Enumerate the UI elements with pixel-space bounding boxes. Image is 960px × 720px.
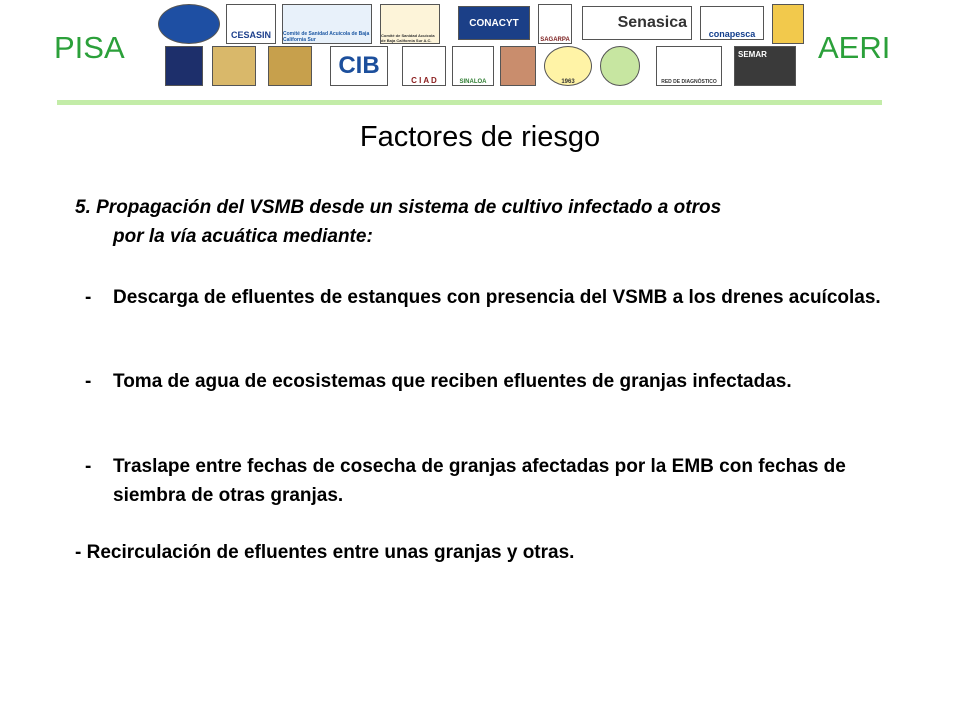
guerrero-crest-logo: [268, 46, 312, 86]
bullet-item: [75, 283, 905, 312]
unam-logo: [165, 46, 203, 86]
intro-line-2: por la vía acuática mediante:: [113, 226, 373, 247]
slide-title: Factores de riesgo: [359, 121, 601, 153]
cesasin-logo: CESASIN: [226, 4, 276, 44]
conapesca-logo: conapesca: [700, 6, 764, 40]
pisa-label: PISA: [54, 30, 125, 65]
bullet-dash: -: [85, 287, 92, 308]
bullet-text: Toma de agua de ecosistemas que reciben efluentes de granjas infectadas.: [113, 371, 792, 392]
comite-sanidad-baja-california-logo: Comité de Sanidad Acuícola de Baja California Sur: [282, 4, 372, 44]
sagarpa-logo: SAGARPA: [538, 4, 572, 44]
cib-logo: CIB: [330, 46, 388, 86]
bullet-dash: -: [85, 371, 92, 392]
intro-paragraph: [75, 193, 905, 251]
bullet-text: Traslape entre fechas de cosecha de granjas afectadas por la EMB con fechas de siembra de otras granjas.: [113, 456, 846, 506]
sinaloa-logo: SINALOA: [452, 46, 494, 86]
university-seal-logo: 1963: [544, 46, 592, 86]
ciad-logo: C I A D: [402, 46, 446, 86]
senasica-logo: Senasica: [582, 6, 692, 40]
state-crest-logo: [772, 4, 804, 44]
intro-line-1: 5. Propagación del VSMB desde un sistema de cultivo infectado a otros: [75, 197, 722, 218]
conacyt-logo: CONACYT: [458, 6, 530, 40]
bullet-item: [75, 452, 905, 510]
bullet-item: [75, 367, 905, 396]
round-seal-logo: [600, 46, 640, 86]
closing-text: - Recirculación de efluentes entre unas granjas y otras.: [75, 542, 575, 563]
bullet-text: Descarga de efluentes de estanques con presencia del VSMB a los drenes acuícolas.: [113, 287, 881, 308]
comite-sanidad-logo-2: Comité de Sanidad Acuícola de Baja California Sur A.C.: [380, 4, 440, 44]
art-emblem-logo: [500, 46, 536, 86]
aeri-label: AERI: [818, 30, 891, 65]
red-diagnostico-logo: RED DE DIAGNÓSTICO: [656, 46, 722, 86]
bullet-dash: -: [85, 456, 92, 477]
closing-line: [75, 538, 905, 567]
comite-sanidad-nayarit-logo: [158, 4, 220, 44]
state-emblem-logo: [212, 46, 256, 86]
header-divider: [57, 100, 882, 105]
semar-logo: SEMAR: [734, 46, 796, 86]
